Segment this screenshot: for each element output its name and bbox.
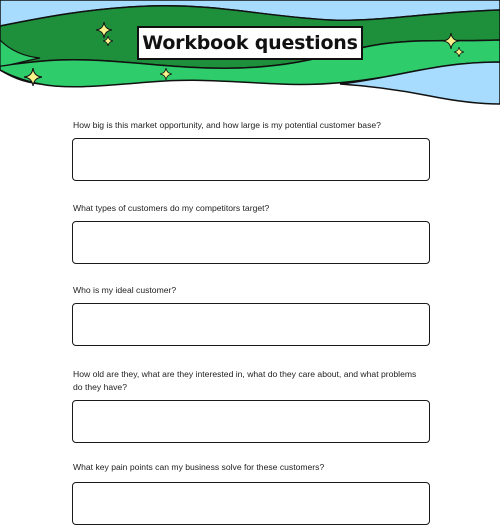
answer-field-competitor-customers[interactable]: [72, 221, 430, 264]
answer-field-market-size[interactable]: [72, 138, 430, 181]
sparkle-icon: [454, 47, 464, 57]
answer-field-ideal-customer[interactable]: [72, 303, 430, 346]
question-label-ideal-customer: Who is my ideal customer?: [73, 285, 177, 295]
answer-field-pain-points[interactable]: [72, 482, 430, 525]
sparkle-icon: [160, 68, 172, 80]
question-label-competitor-customers: What types of customers do my competitors target?: [73, 203, 270, 213]
sparkle-icon: [103, 36, 113, 46]
question-label-customer-profile: How old are they, what are they interested in, what do they care about, and what problems do they have?: [73, 369, 417, 392]
page-title-box: [137, 26, 363, 60]
page-title: Workbook questions: [142, 32, 358, 54]
answer-field-customer-profile[interactable]: [72, 400, 430, 443]
question-label-market-size: How big is this market opportunity, and how large is my potential customer base?: [73, 120, 381, 130]
sparkle-icon: [24, 68, 42, 86]
question-label-pain-points: What key pain points can my business solve for these customers?: [73, 462, 325, 472]
